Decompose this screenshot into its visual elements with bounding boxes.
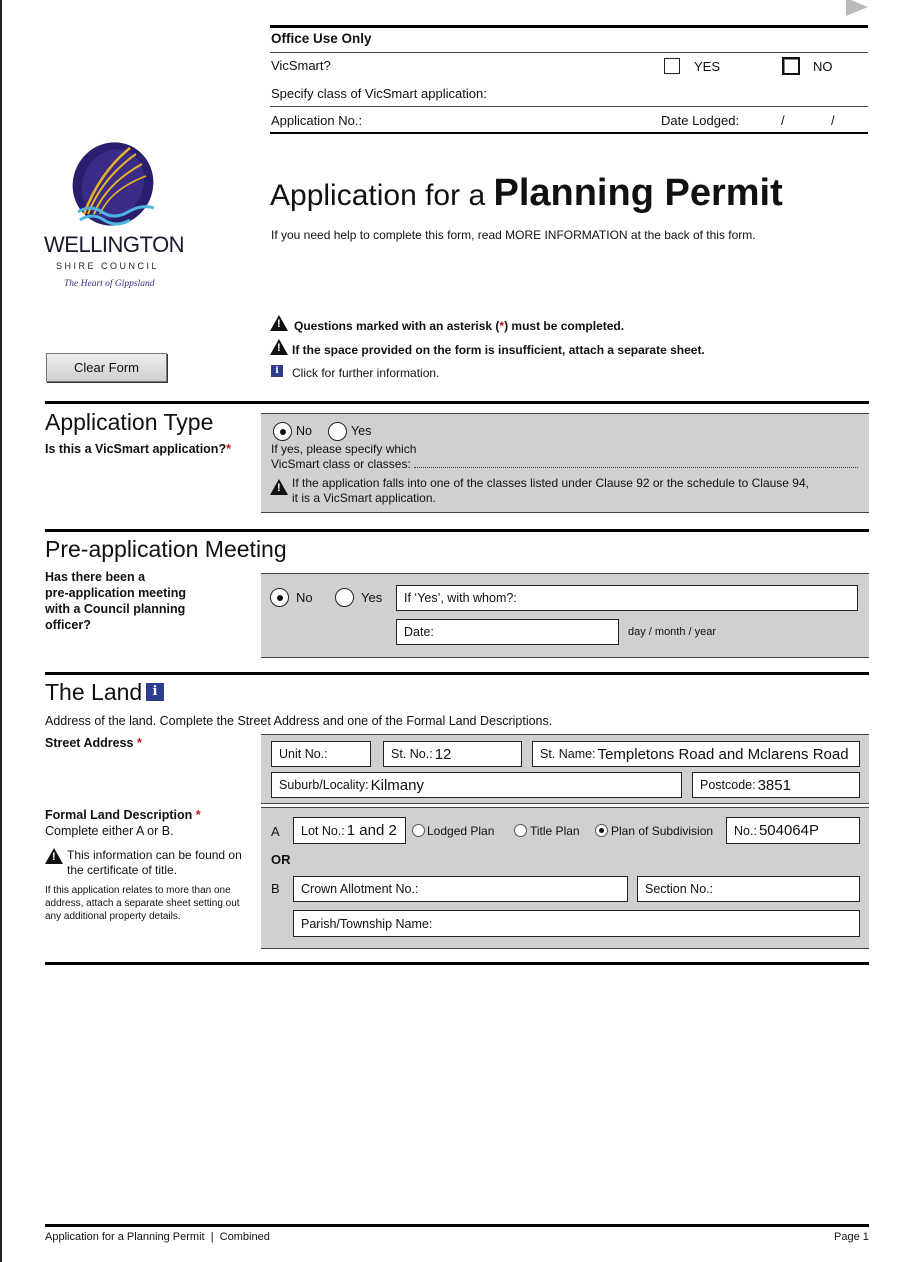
pre-app-no-label: No (296, 590, 313, 605)
pre-app-yes-radio[interactable] (335, 588, 354, 607)
clear-form-button[interactable]: Clear Form (46, 353, 167, 382)
pre-app-question-line1: Has there been a (45, 570, 146, 584)
wellington-logo (70, 142, 156, 234)
page-title-bold: Planning Permit (493, 172, 783, 214)
pre-app-no-radio[interactable] (270, 588, 289, 607)
pre-app-question-line3: with a Council planning (45, 602, 186, 616)
land-intro: Address of the land. Complete the Street Address and one of the Formal Land Descriptions. (45, 714, 553, 728)
divider (270, 106, 868, 107)
specify-class-label: Specify class of VicSmart application: (271, 86, 487, 101)
warning-icon (270, 315, 288, 331)
section-rule (45, 401, 869, 404)
plan-of-subdivision-label: Plan of Subdivision (611, 824, 714, 838)
specify-line1: If yes, please specify which (271, 442, 417, 456)
lodged-plan-radio[interactable] (412, 824, 425, 837)
more-address-note-line2: address, attach a separate sheet setting out (45, 898, 240, 909)
space-note: If the space provided on the form is insufficient, attach a separate sheet. (292, 343, 705, 357)
pre-app-question-line4: officer? (45, 618, 91, 632)
meeting-date-field[interactable]: Date: (396, 619, 619, 645)
plan-of-subdivision-radio[interactable] (595, 824, 608, 837)
title-plan-radio[interactable] (514, 824, 527, 837)
office-bottom-rule (270, 132, 868, 134)
postcode-field[interactable]: Postcode: 3851 (692, 772, 860, 798)
lot-no-field[interactable]: Lot No.: 1 and 2 (293, 817, 406, 844)
option-b-label: B (271, 881, 280, 896)
help-text: If you need help to complete this form, read MORE INFORMATION at the back of this form. (271, 228, 756, 242)
footer-rule (45, 1224, 869, 1227)
formal-land-subtitle: Complete either A or B. (45, 824, 174, 838)
vicsmart-class-input[interactable] (414, 467, 858, 468)
section-rule (45, 529, 869, 532)
street-address-label: Street Address * (45, 736, 142, 750)
divider (270, 52, 868, 53)
pre-application-title: Pre-application Meeting (45, 536, 287, 562)
unit-no-field[interactable]: Unit No.: (271, 741, 371, 767)
vicsmart-no-radio-label: No (296, 424, 312, 438)
vicsmart-yes-label: YES (694, 59, 721, 74)
warning-icon (45, 848, 63, 864)
formal-land-label: Formal Land Description * (45, 808, 201, 822)
date-lodged-label: Date Lodged: (661, 113, 740, 128)
date-format-hint: day / month / year (628, 626, 717, 638)
pre-app-question-line2: pre-application meeting (45, 586, 186, 600)
application-type-title: Application Type (45, 409, 214, 435)
application-no-label: Application No.: (271, 113, 363, 128)
crown-allotment-field[interactable]: Crown Allotment No.: (293, 876, 628, 902)
info-note: Click for further information. (292, 366, 440, 380)
section-rule (45, 672, 869, 675)
pre-app-yes-label: Yes (361, 590, 383, 605)
office-title: Office Use Only (271, 31, 372, 46)
title-note-line2: the certificate of title. (67, 863, 178, 877)
vicsmart-yes-checkbox[interactable] (664, 58, 680, 74)
vicsmart-warning-line1: If the application falls into one of the classes listed under Clause 92 or the schedule to Clause 94, (292, 476, 809, 490)
page-title (270, 172, 783, 215)
date-slash: / (831, 113, 835, 128)
vicsmart-no-label: NO (813, 59, 833, 74)
title-note-line1: This information can be found on (67, 848, 242, 862)
suburb-field[interactable]: Suburb/Locality: Kilmany (271, 772, 682, 798)
the-land-title: The Land (45, 679, 143, 705)
warning-icon (270, 479, 288, 495)
date-slash: / (781, 113, 785, 128)
logo-name: WELLINGTON (44, 232, 185, 257)
option-a-label: A (271, 824, 280, 839)
next-page-arrow-icon[interactable] (846, 0, 868, 16)
section-no-field[interactable]: Section No.: (637, 876, 860, 902)
section-rule (45, 962, 869, 965)
page-left-border (0, 0, 2, 1262)
more-address-note-line1: If this application relates to more than one (45, 885, 231, 896)
footer-left: Application for a Planning Permit | Combined (45, 1231, 270, 1243)
info-icon[interactable]: i (271, 365, 283, 377)
lodged-plan-label: Lodged Plan (427, 824, 495, 838)
vicsmart-yes-radio-label: Yes (351, 424, 372, 438)
vicsmart-warning-line2: it is a VicSmart application. (292, 491, 436, 505)
more-address-note-line3: any additional property details. (45, 911, 181, 922)
with-whom-field[interactable]: If ‘Yes’, with whom?: (396, 585, 858, 611)
application-type-question: Is this a VicSmart application?* (45, 442, 231, 456)
street-no-field[interactable]: St. No.: 12 (383, 741, 522, 767)
specify-line2: VicSmart class or classes: (271, 457, 411, 471)
vicsmart-no-checkbox[interactable] (782, 57, 800, 75)
or-label: OR (271, 852, 291, 867)
vicsmart-yes-radio[interactable] (328, 422, 347, 441)
logo-tagline: The Heart of Gippsland (64, 279, 155, 289)
title-plan-label: Title Plan (530, 824, 580, 838)
street-name-field[interactable]: St. Name: Templetons Road and Mclarens Road (532, 741, 860, 767)
logo-subtitle: SHIRE COUNCIL (56, 261, 160, 271)
footer-page-number: Page 1 (834, 1231, 869, 1243)
asterisk-note: Questions marked with an asterisk (*) must be completed. (294, 319, 625, 333)
office-top-rule (270, 25, 868, 28)
plan-no-field[interactable]: No.: 504064P (726, 817, 860, 844)
vicsmart-no-radio[interactable] (273, 422, 292, 441)
land-info-icon[interactable]: i (146, 683, 164, 701)
warning-icon (270, 339, 288, 355)
page-title-light: Application for a (270, 179, 494, 212)
parish-township-field[interactable]: Parish/Township Name: (293, 910, 860, 937)
vicsmart-question: VicSmart? (271, 58, 331, 73)
